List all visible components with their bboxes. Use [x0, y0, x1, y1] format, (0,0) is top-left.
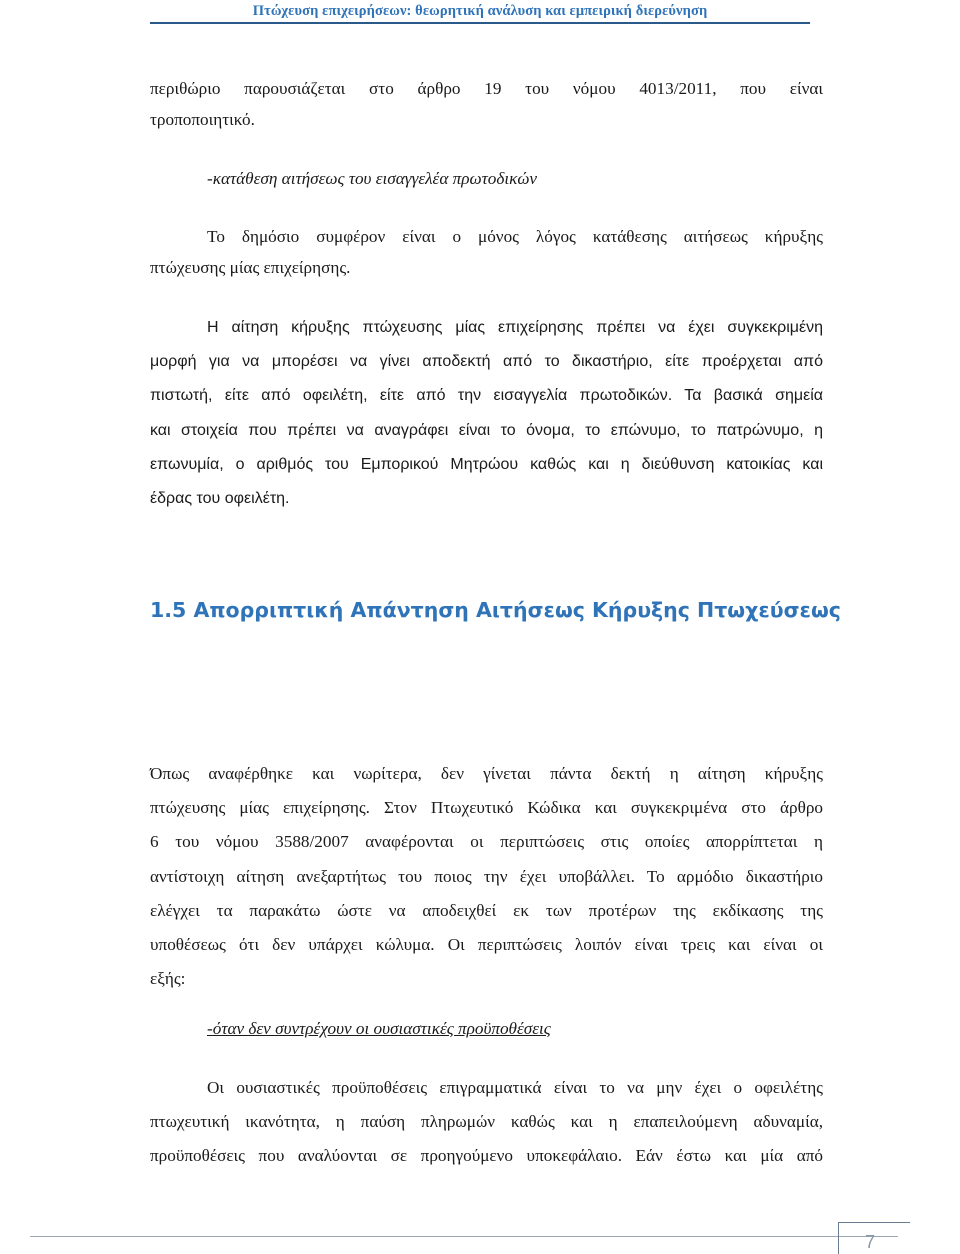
- paragraph-public-interest: [150, 222, 823, 284]
- running-header: Πτώχευση επιχειρήσεων: θεωρητική ανάλυση και εμπειρική διερεύνηση: [252, 3, 708, 19]
- text-line: πτώχευσης μίας επιχείρησης.: [150, 257, 351, 277]
- text-line: πτώχευσης μίας επιχείρησης. Στον Πτωχευτικό Κώδικα και συγκεκριμένα στο άρθρο: [150, 798, 823, 818]
- paragraph-continuation: [150, 74, 823, 136]
- subheading-prosecutor-filing: [150, 164, 823, 195]
- text-line: ελέγχει τα παρακάτω ώστε να αποδειχθεί εκ των προτέρων της εκδίκασης της: [150, 900, 823, 920]
- text-line: Οι ουσιαστικές προϋποθέσεις επιγραμματικά είναι το να μην έχει ο οφειλέτης: [207, 1078, 823, 1097]
- page-number: 7: [865, 1232, 876, 1252]
- text-line: πιστωτή, είτε από οφειλέτη, είτε από την εισαγγελία πρωτοδικών. Τα βασικά σημεία: [150, 387, 823, 405]
- text-line: 6 του νόμου 3588/2007 αναφέρονται οι περιπτώσεις στις οποίες απορρίπτεται η: [150, 832, 823, 852]
- text-line: προϋποθέσεις που αναλύονται σε προηγούμενο υποκεφάλαιο. Εάν έστω και μία από: [150, 1146, 823, 1165]
- section-heading: 1.5 Απορριπτική Απάντηση Αιτήσεως Κήρυξης Πτωχεύσεως: [150, 598, 841, 622]
- paragraph-petition-form: [150, 311, 823, 516]
- paragraph-substantive-conditions: [150, 1071, 823, 1173]
- text-line: επωνυμία, ο αριθμός του Εμπορικού Μητρώου καθώς και η διεύθυνση κατοικίας και: [150, 455, 823, 473]
- subheading-substantive-conditions: [150, 1014, 823, 1045]
- text-line: και στοιχεία που πρέπει να αναγράφει είναι το όνομα, το επώνυμο, το πατρώνυμο, η: [150, 421, 823, 439]
- text-line: Όπως αναφέρθηκε και νωρίτερα, δεν γίνεται πάντα δεκτή η αίτηση κήρυξης: [150, 764, 823, 783]
- text-line: έδρας του οφειλέτη.: [150, 490, 290, 508]
- text-line: υποθέσεως ότι δεν υπάρχει κώλυμα. Οι περιπτώσεις λοιπόν είναι τρεις και είναι οι: [150, 935, 823, 955]
- subheading-text: -κατάθεση αιτήσεως του εισαγγελέα πρωτοδικών: [207, 169, 538, 188]
- footer-divider: [30, 1236, 898, 1237]
- subheading-text: -όταν δεν συντρέχουν οι ουσιαστικές προϋποθέσεις: [207, 1019, 551, 1038]
- text-line: Το δημόσιο συμφέρον είναι ο μόνος λόγος κατάθεσης αιτήσεως κήρυξης: [207, 227, 823, 246]
- text-line: μορφή για να μπορέσει να γίνει αποδεκτή από το δικαστήριο, είτε προέρχεται από: [150, 353, 823, 371]
- text-line: Η αίτηση κήρυξης πτώχευσης μίας επιχείρησης πρέπει να έχει συγκεκριμένη: [207, 319, 823, 336]
- text-line: εξής:: [150, 969, 186, 989]
- header-divider: [150, 22, 810, 24]
- text-line: αντίστοιχη αίτηση ανεξαρτήτως του ποιος την έχει υποβάλλει. Το αρμόδιο δικαστήριο: [150, 866, 823, 886]
- text-line: τροποποιητικό.: [150, 109, 255, 129]
- text-line: περιθώριο παρουσιάζεται στο άρθρο 19 του νόμου 4013/2011, που είναι: [150, 79, 823, 98]
- paragraph-rejection-cases: [150, 757, 823, 996]
- text-line: πτωχευτική ικανότητα, η παύση πληρωμών καθώς και η επαπειλούμενη αδυναμία,: [150, 1112, 823, 1131]
